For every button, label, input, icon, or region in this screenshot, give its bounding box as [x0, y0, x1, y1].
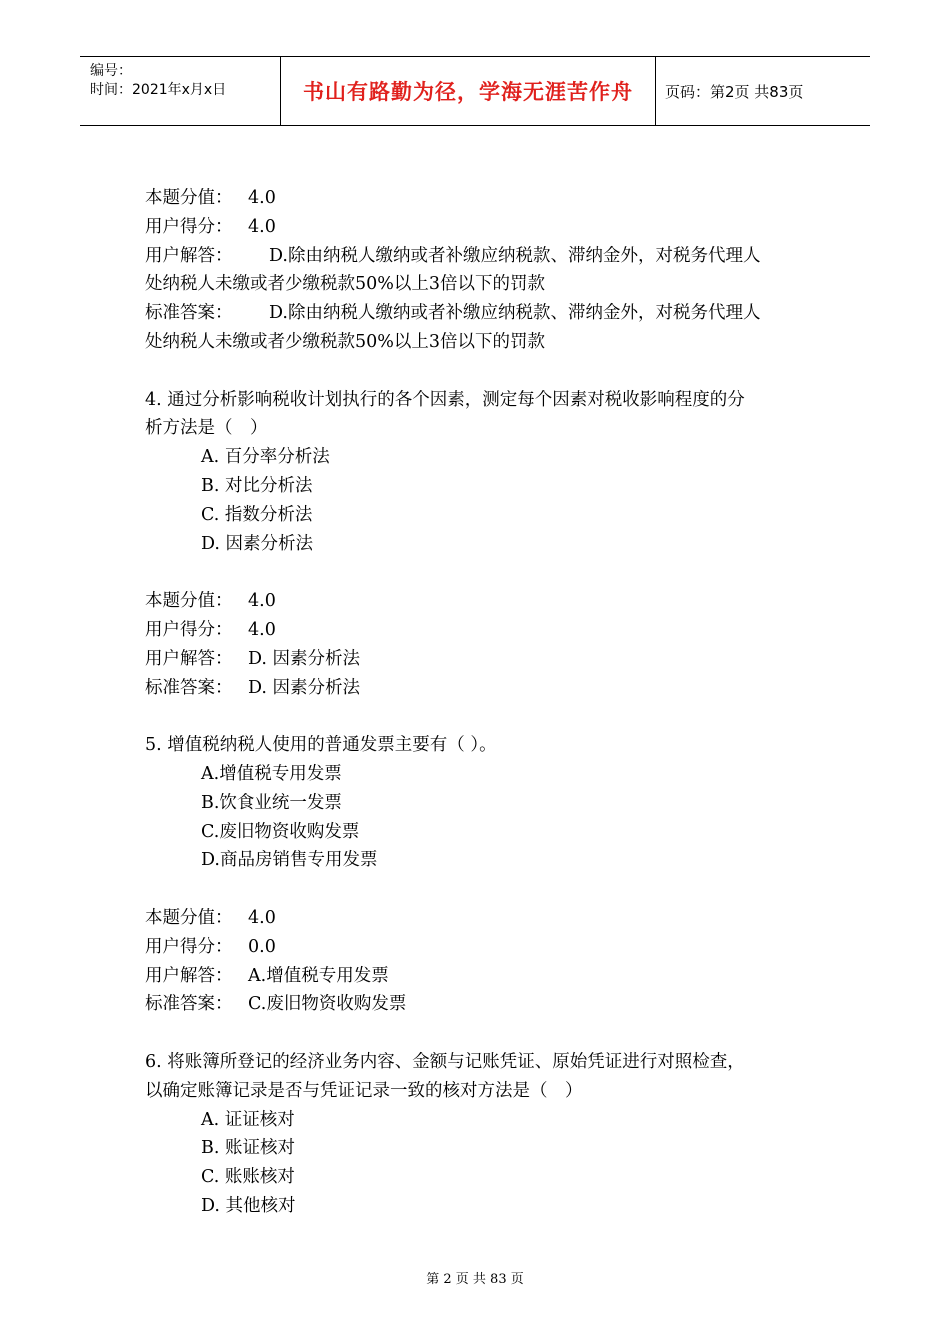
q4-std-answer-label: 标准答案：	[145, 677, 233, 698]
q5-std-answer-line	[145, 990, 825, 1019]
q6-stem-line1: 6. 将账簿所登记的经济业务内容、金额与记账凭证、原始凭证进行对照检查，	[145, 1051, 745, 1072]
q4-score-line	[145, 587, 825, 616]
q4-score-value: 4.0	[248, 591, 276, 612]
q6-stem-line2: 以确定账簿记录是否与凭证记录一致的核对方法是（ ）	[145, 1080, 583, 1101]
q5-stem-line1: 5. 增值税纳税人使用的普通发票主要有（ ）。	[145, 735, 497, 756]
q4-user-answer-line	[145, 645, 825, 674]
q6-option-b: B. 账证核对	[201, 1138, 295, 1159]
q4-user-score-line	[145, 616, 825, 645]
document-body	[145, 184, 825, 1221]
q3-user-score-label: 用户得分：	[145, 216, 233, 237]
q6-option-c: C. 账账核对	[201, 1167, 295, 1188]
q5-score-value: 4.0	[248, 907, 276, 928]
q4-option-c: C. 指数分析法	[201, 504, 313, 525]
q3-user-answer-text: D.除由纳税人缴纳或者补缴应纳税款、滞纳金外，对税务代理人	[269, 245, 761, 266]
q5-option-d: D.商品房销售专用发票	[201, 850, 378, 871]
q4-user-score-value: 4.0	[248, 619, 276, 640]
doc-number-label: 编号：	[90, 63, 132, 79]
q5-score-line	[145, 904, 825, 933]
q6-option-a: A. 证证核对	[201, 1109, 295, 1130]
q4-stem-line2: 析方法是（ ）	[145, 418, 268, 439]
q4-stem-line1: 4. 通过分析影响税收计划执行的各个因素，测定每个因素对税收影响程度的分	[145, 389, 745, 410]
q3-score-line	[145, 184, 825, 213]
q3-std-answer-label: 标准答案：	[145, 303, 233, 324]
q3-std-answer-line	[145, 299, 825, 328]
header-page-cell	[655, 57, 870, 125]
q5-score-label: 本题分值：	[145, 907, 233, 928]
q5-std-answer-label: 标准答案：	[145, 994, 233, 1015]
q4-std-answer-text: D. 因素分析法	[248, 677, 361, 698]
q5-option-c: C.废旧物资收购发票	[201, 821, 360, 842]
q5-user-score-label: 用户得分：	[145, 936, 233, 957]
page-header	[80, 56, 870, 126]
q4-user-answer-label: 用户解答：	[145, 648, 233, 669]
q4-user-answer-text: D. 因素分析法	[248, 648, 361, 669]
header-motto: 书山有路勤为径，学海无涯苦作舟	[303, 80, 633, 104]
q5-user-score-line	[145, 933, 825, 962]
header-meta	[80, 57, 280, 125]
header-motto-cell	[280, 57, 656, 125]
q5-option-b: B.饮食业统一发票	[201, 792, 342, 813]
q4-option-d: D. 因素分析法	[201, 533, 314, 554]
q5-option-a: A.增值税专用发票	[201, 763, 342, 784]
q5-std-answer-text: C.废旧物资收购发票	[248, 994, 407, 1015]
q3-user-answer-label: 用户解答：	[145, 245, 233, 266]
q4-option-a: A. 百分率分析法	[201, 447, 330, 468]
q3-score-label: 本题分值：	[145, 188, 233, 208]
q5-user-answer-line	[145, 962, 825, 991]
q4-score-label: 本题分值：	[145, 591, 233, 612]
q3-user-score-value: 4.0	[248, 216, 276, 237]
q5-user-answer-label: 用户解答：	[145, 965, 233, 986]
q5-user-score-value: 0.0	[248, 936, 276, 957]
header-page-info: 页码：第2页 共83页	[665, 82, 804, 101]
q3-user-answer-cont: 处纳税人未缴或者少缴税款50%以上3倍以下的罚款	[145, 274, 546, 295]
q6-option-d: D. 其他核对	[201, 1195, 296, 1216]
q3-user-score-line	[145, 213, 825, 242]
q4-user-score-label: 用户得分：	[145, 619, 233, 640]
q3-user-answer-line	[145, 242, 825, 271]
q3-score-value: 4.0	[248, 188, 276, 208]
q4-std-answer-line	[145, 674, 825, 703]
page-footer: 第 2 页 共 83 页	[426, 1272, 524, 1287]
q3-std-answer-cont: 处纳税人未缴或者少缴税款50%以上3倍以下的罚款	[145, 331, 546, 352]
q3-std-answer-text: D.除由纳税人缴纳或者补缴应纳税款、滞纳金外，对税务代理人	[269, 303, 761, 324]
doc-time-label: 时间：2021年x月x日	[90, 82, 227, 98]
q4-option-b: B. 对比分析法	[201, 475, 313, 496]
q5-user-answer-text: A.增值税专用发票	[248, 965, 389, 986]
